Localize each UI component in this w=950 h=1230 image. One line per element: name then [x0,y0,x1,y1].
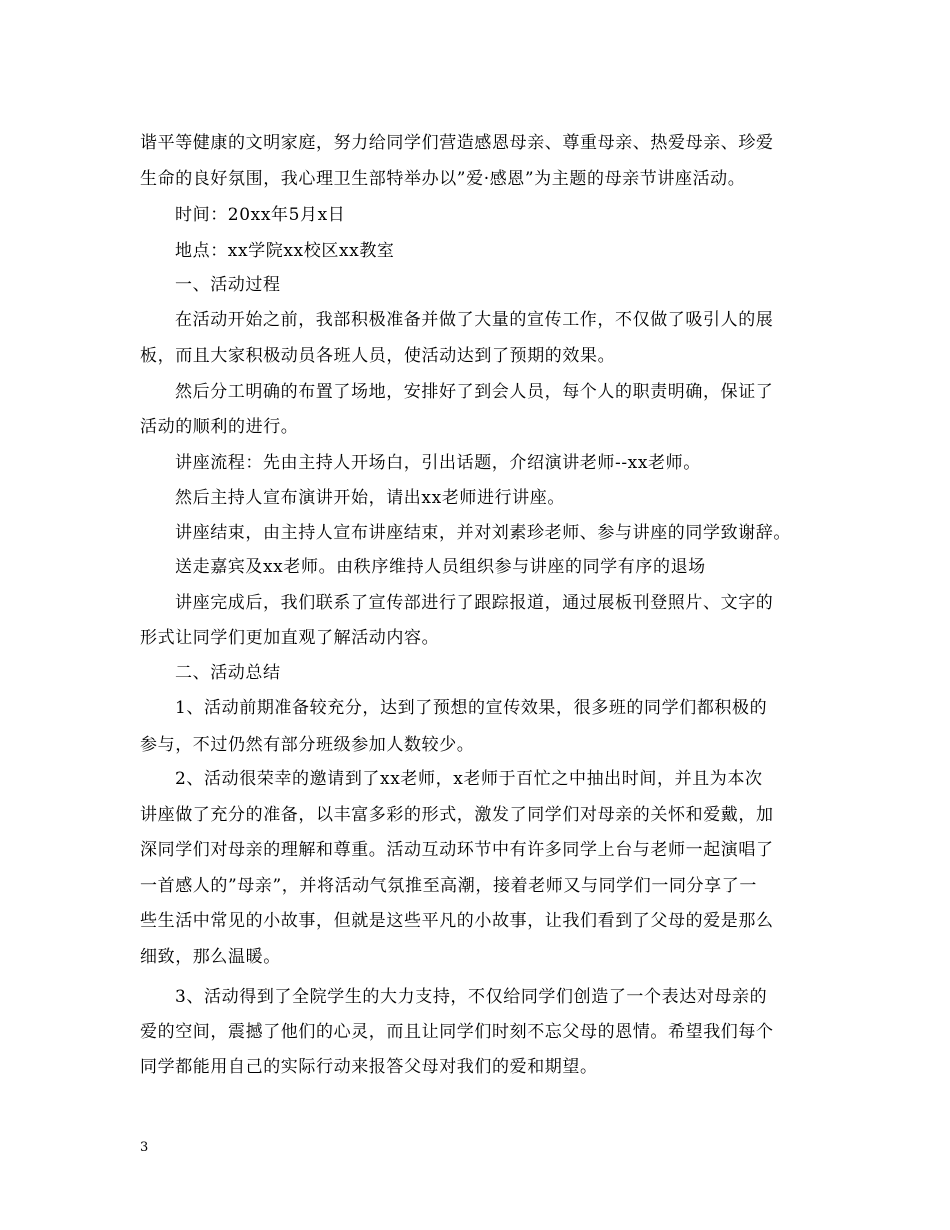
text-line: 讲座完成后，我们联系了宣传部进行了跟踪报道，通过展板刊登照片、文字的 [175,593,774,613]
text-line: 讲座结束，由主持人宣布讲座结束，并对刘素珍老师、参与讲座的同学致谢辞。 [175,523,791,543]
text-line: 在活动开始之前，我部积极准备并做了大量的宣传工作，不仅做了吸引人的展 [175,310,774,330]
text-line: 细致，那么温暖。 [140,947,281,967]
text-line: 生命的良好氛围，我心理卫生部特举办以”爱·感恩”为主题的母亲节讲座活动。 [140,169,746,189]
text-line: 形式让同学们更加直观了解活动内容。 [140,628,440,648]
text-line: 送走嘉宾及xx老师。由秩序维持人员组织参与讲座的同学有序的退场 [175,557,706,577]
text-line: 板，而且大家积极动员各班人员，使活动达到了预期的效果。 [140,346,616,366]
text-line: 然后主持人宣布演讲开始，请出xx老师进行讲座。 [175,488,565,508]
text-line: 爱的空间，震撼了他们的心灵，而且让同学们时刻不忘父母的恩情。希望我们每个 [140,1022,774,1042]
text-line: 讲座做了充分的准备，以丰富多彩的形式，激发了同学们对母亲的关怀和爱戴，加 [140,805,774,825]
text-line: 3、活动得到了全院学生的大力支持，不仅给同学们创造了一个表达对母亲的 [175,987,768,1007]
text-line: 1、活动前期准备较充分，达到了预想的宣传效果，很多班的同学们都积极的 [175,698,768,718]
page-number: 3 [140,1140,149,1155]
text-line: 参与，不过仍然有部分班级参加人数较少。 [140,735,475,755]
text-line: 讲座流程：先由主持人开场白，引出话题，介绍演讲老师--xx老师。 [175,453,701,473]
text-line: 活动的顺利的进行。 [140,417,299,437]
text-line-time: 时间：20xx年5月x日 [175,205,346,225]
text-line: 同学都能用自己的实际行动来报答父母对我们的爱和期望。 [140,1057,598,1077]
text-line: 一首感人的”母亲”，并将活动气氛推至高潮，接着老师又与同学们一同分享了一 [140,876,757,896]
text-line: 些生活中常见的小故事，但就是这些平凡的小故事，让我们看到了父母的爱是那么 [140,911,774,931]
section-heading: 一、活动过程 [175,275,281,295]
section-heading: 二、活动总结 [175,663,281,683]
text-line: 然后分工明确的布置了场地，安排好了到会人员，每个人的职责明确，保证了 [175,382,774,402]
text-line: 谐平等健康的文明家庭，努力给同学们营造感恩母亲、尊重母亲、热爱母亲、珍爱 [140,133,774,153]
text-line-location: 地点：xx学院xx校区xx教室 [175,241,395,261]
text-line: 深同学们对母亲的理解和尊重。活动互动环节中有许多同学上台与老师一起演唱了 [140,840,774,860]
text-line: 2、活动很荣幸的邀请到了xx老师，x老师于百忙之中抽出时间，并且为本次 [175,769,763,789]
